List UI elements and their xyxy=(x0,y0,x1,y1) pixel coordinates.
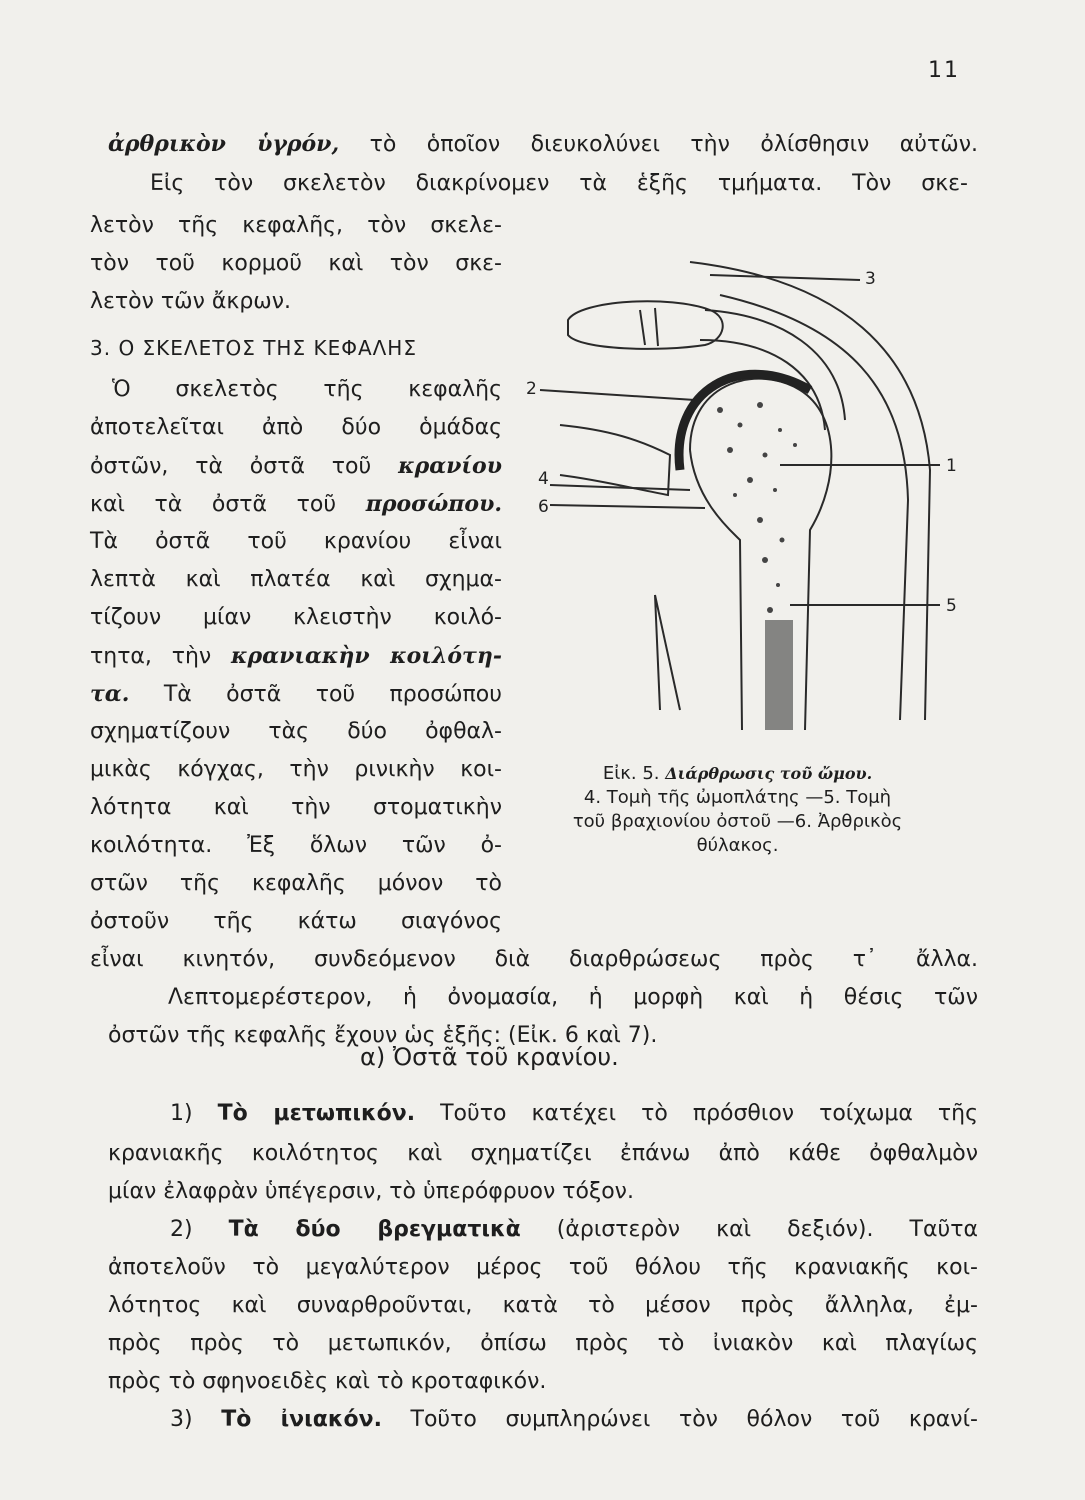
figure-label-1: 1 xyxy=(946,456,957,476)
deltoid-inner-line xyxy=(720,295,908,720)
item3-line-1 xyxy=(170,1406,978,1434)
articular-capsule-arc xyxy=(679,374,810,470)
leader-3 xyxy=(710,275,860,280)
intro-line-1-text: τὸ ὁποῖον διευκολύνει τὴν ὀλίσθησιν αὐτῶν. xyxy=(369,132,978,157)
figure-label-6: 6 xyxy=(538,497,549,517)
caption-title: Διάρθρωσις τοῦ ὤμου. xyxy=(665,764,873,783)
humerus-outline-left xyxy=(690,450,742,730)
item1-line-2: κρανιακῆς κοιλότητος καὶ σχηματίζει ἐπάνω ἀπὸ κάθε ὀφθαλμὸν xyxy=(108,1141,978,1166)
page-number: 11 xyxy=(928,58,960,83)
item2-title: Τὰ δύο βρεγματικὰ xyxy=(228,1217,521,1242)
section3-line-4 xyxy=(90,490,502,519)
section3-line-8-text: τητα, τὴν xyxy=(90,644,212,669)
item3-text: Τοῦτο συμπληρώνει τὸν θόλον τοῦ κρανί- xyxy=(410,1407,978,1432)
section3-line-3-text: ὀστῶν, τὰ ὀστᾶ τοῦ xyxy=(90,454,372,479)
intro-line-1 xyxy=(108,130,978,159)
section3-line-11: μικὰς κόγχας, τὴν ρινικὴν κοι- xyxy=(90,757,502,782)
figure-label-4: 4 xyxy=(538,469,549,489)
deltoid-outer-line xyxy=(690,262,930,720)
figure-label-5: 5 xyxy=(946,596,957,616)
shoulder-joint-drawing xyxy=(520,240,980,770)
section3-line-14: στῶν τῆς κεφαλῆς μόνον τὸ xyxy=(90,871,502,896)
caption-line-4: θύλακος. xyxy=(696,835,779,856)
leader-2 xyxy=(540,390,695,400)
acromion-joint-line xyxy=(640,308,658,346)
section3-line-12: λότητα καὶ τὴν στοματικὴν xyxy=(90,795,502,820)
section3-line-5: Τὰ ὀστᾶ τοῦ κρανίου εἶναι xyxy=(90,529,502,554)
subsection-heading-cranial-bones: α) Ὀστᾶ τοῦ κρανίου. xyxy=(360,1043,619,1071)
item2-text: (ἀριστερὸν καὶ δεξιόν). Ταῦτα xyxy=(556,1217,978,1242)
caption-prefix: Εἰκ. 5. xyxy=(602,763,660,784)
section3-line-16: εἶναι κινητόν, συνδεόμενον διὰ διαρθρώσεως πρὸς τ᾿ ἄλλα. xyxy=(90,947,978,972)
term-cranial-cavity-end: τα. xyxy=(90,681,130,707)
item2-line-3: λότητος καὶ συναρθροῦνται, κατὰ τὸ μέσον πρὸς ἄλληλα, ἐμ- xyxy=(108,1293,978,1318)
section3-line-2: ἀποτελεῖται ἀπὸ δύο ὁμάδας xyxy=(90,415,502,440)
section3-line-4-text: καὶ τὰ ὀστᾶ τοῦ xyxy=(90,492,337,517)
leader-6 xyxy=(550,505,705,508)
item3-number: 3) xyxy=(170,1407,193,1432)
section3-line-18: ὀστῶν τῆς κεφαλῆς ἔχουν ὡς ἑξῆς: (Εἰκ. 6 καὶ 7). xyxy=(108,1023,658,1048)
item1-number: 1) xyxy=(170,1101,193,1126)
section3-line-8 xyxy=(90,642,502,671)
spongy-bone-texture xyxy=(717,402,797,613)
figure-label-3: 3 xyxy=(865,269,876,289)
term-cranium: κρανίου xyxy=(398,453,502,479)
section3-line-15: ὀστοῦν τῆς κάτω σιαγόνος xyxy=(90,909,502,934)
item1-line-3: μίαν ἐλαφρὰν ὑπέγερσιν, τὸ ὑπερόφρυον τόξον. xyxy=(108,1179,634,1204)
intro-line-3: λετὸν τῆς κεφαλῆς, τὸν σκελε- xyxy=(90,213,502,238)
section3-line-6: λεπτὰ καὶ πλατέα καὶ σχημα- xyxy=(90,567,502,592)
figure-caption xyxy=(510,762,965,858)
term-face: προσώπου. xyxy=(365,491,502,517)
item1-title: Τὸ μετωπικόν. xyxy=(217,1101,416,1126)
muscle-band-upper xyxy=(705,310,845,420)
scapula-section xyxy=(560,425,670,495)
section3-line-9 xyxy=(90,680,502,709)
item1-line-1 xyxy=(170,1100,978,1128)
term-articular-fluid: ἀρθρικὸν ὑγρόν, xyxy=(108,131,340,157)
figure-label-2: 2 xyxy=(526,379,537,399)
section3-line-10: σχηματίζουν τὰς δύο ὀφθαλ- xyxy=(90,719,502,744)
caption-line-2: 4. Τομὴ τῆς ὠμοπλάτης —5. Τομὴ xyxy=(583,787,892,808)
section3-line-3 xyxy=(90,452,502,481)
caption-line-1 xyxy=(510,762,965,786)
section3-line-1: Ὁ σκελετὸς τῆς κεφαλῆς xyxy=(112,377,502,402)
intro-line-2: Εἰς τὸν σκελετὸν διακρίνομεν τὰ ἑξῆς τμήματα. Τὸν σκε- xyxy=(150,171,968,196)
intro-line-5: λετὸν τῶν ἄκρων. xyxy=(90,289,291,314)
item2-number: 2) xyxy=(170,1217,193,1242)
item2-line-5: πρὸς τὸ σφηνοειδὲς καὶ τὸ κροταφικόν. xyxy=(108,1369,547,1394)
item2-line-4: πρὸς πρὸς τὸ μετωπικόν, ὀπίσω πρὸς τὸ ἰνιακὸν καὶ πλαγίως xyxy=(108,1331,978,1356)
scapula-spine xyxy=(655,595,680,710)
intro-line-4: τὸν τοῦ κορμοῦ καὶ τὸν σκε- xyxy=(90,251,502,276)
marrow-cavity xyxy=(765,620,793,730)
item3-title: Τὸ ἰνιακόν. xyxy=(221,1407,382,1432)
shoulder-joint-figure xyxy=(520,240,980,770)
caption-line-3: τοῦ βραχιονίου ὀστοῦ —6. Ἀρθρικὸς xyxy=(572,811,903,832)
item2-line-2: ἀποτελοῦν τὸ μεγαλύτερον μέρος τοῦ θόλου τῆς κρανιακῆς κοι- xyxy=(108,1255,978,1280)
item1-text: Τοῦτο κατέχει τὸ πρόσθιον τοίχωμα τῆς xyxy=(440,1101,978,1126)
term-cranial-cavity: κρανιακὴν κοιλότη- xyxy=(231,643,502,669)
section3-line-7: τίζουν μίαν κλειστὴν κοιλό- xyxy=(90,605,502,630)
section-heading-skull-skeleton: 3. Ο ΣΚΕΛΕΤΟΣ ΤΗΣ ΚΕΦΑΛΗΣ xyxy=(90,336,417,360)
section3-line-13: κοιλότητα. Ἐξ ὅλων τῶν ὀ- xyxy=(90,833,502,858)
humerus-outline-right xyxy=(690,379,831,730)
section3-line-9-text: Τὰ ὀστᾶ τοῦ προσώπου xyxy=(163,682,502,707)
section3-line-17: Λεπτομερέστερον, ἡ ὀνομασία, ἡ μορφὴ καὶ ἡ θέσις τῶν xyxy=(168,985,978,1010)
item2-line-1 xyxy=(170,1216,978,1244)
